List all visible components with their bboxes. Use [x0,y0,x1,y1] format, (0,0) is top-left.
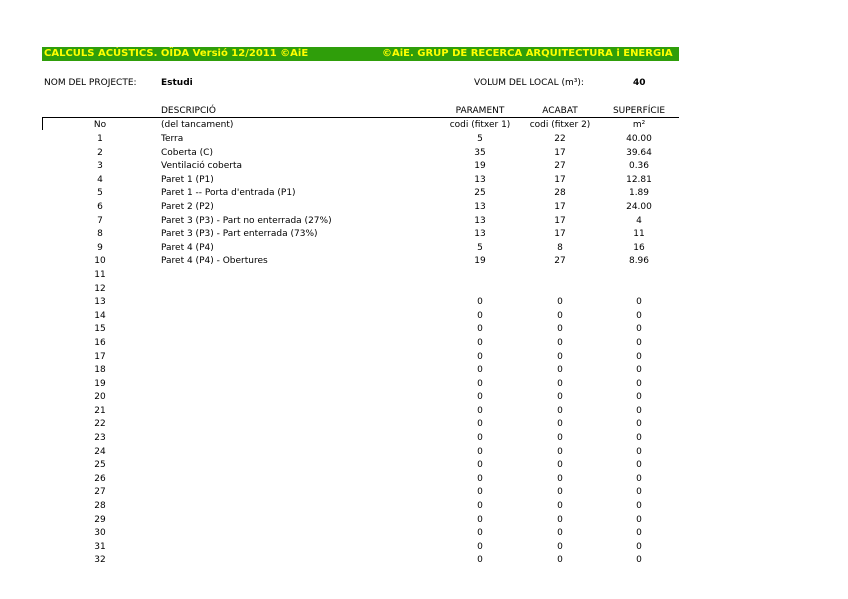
table-row [0,269,848,283]
row-number: 3 [97,161,103,172]
table-row [0,242,848,256]
row-number: 17 [94,351,106,362]
row-number: 6 [97,201,103,212]
row-acabat-code[interactable]: 0 [557,297,563,308]
row-acabat-code[interactable]: 0 [557,337,563,348]
row-parament-code[interactable]: 13 [474,174,486,185]
row-parament-code[interactable]: 0 [477,473,483,484]
row-acabat-code[interactable]: 17 [554,215,566,226]
project-name-label: NOM DEL PROJECTE: [44,78,137,88]
row-description[interactable]: Paret 4 (P4) [161,242,214,253]
row-description[interactable]: Paret 3 (P3) - Part enterrada (73%) [161,229,318,240]
row-parament-code[interactable]: 5 [477,134,483,144]
table-row [0,174,848,188]
row-acabat-code[interactable]: 17 [554,174,566,185]
row-acabat-code[interactable]: 0 [557,433,563,444]
row-acabat-code[interactable]: 8 [557,242,563,253]
header-acabat: ACABAT [542,106,578,116]
header-description-sub: (del tancament) [161,120,234,130]
row-parament-code[interactable]: 0 [477,378,483,389]
row-acabat-code[interactable]: 0 [557,365,563,376]
row-number: 15 [94,324,106,335]
row-number: 8 [97,229,103,240]
row-number: 25 [94,460,106,471]
row-parament-code[interactable]: 13 [474,215,486,226]
row-number: 11 [94,269,106,280]
row-surface[interactable]: 0 [636,392,642,403]
row-acabat-code[interactable]: 0 [557,324,563,335]
row-parament-code[interactable]: 25 [474,188,486,199]
row-description[interactable]: Coberta (C) [161,147,213,158]
row-surface[interactable]: 0 [636,351,642,362]
table-row [0,405,848,419]
row-acabat-code[interactable]: 0 [557,378,563,389]
row-acabat-code[interactable]: 0 [557,405,563,416]
row-surface[interactable]: 0 [636,337,642,348]
table-row [0,215,848,229]
row-acabat-code[interactable]: 28 [554,188,566,199]
row-parament-code[interactable]: 13 [474,229,486,240]
row-parament-code[interactable]: 0 [477,541,483,552]
row-acabat-code[interactable]: 0 [557,310,563,321]
row-surface[interactable]: 0 [636,446,642,457]
project-name-value[interactable]: Estudi [161,78,193,88]
row-description[interactable]: Paret 1 -- Porta d'entrada (P1) [161,188,296,199]
row-parament-code[interactable]: 0 [477,501,483,512]
table-row [0,351,848,365]
volume-label: VOLUM DEL LOCAL (m³): [474,78,584,88]
table-row [0,147,848,161]
row-surface[interactable]: 0 [636,433,642,444]
row-parament-code[interactable]: 0 [477,446,483,457]
row-surface[interactable]: 39.64 [626,147,652,158]
row-surface[interactable]: 0 [636,405,642,416]
table-row [0,364,848,378]
row-description[interactable]: Paret 2 (P2) [161,201,214,212]
row-acabat-code[interactable]: 0 [557,555,563,566]
table-row [0,323,848,337]
row-parament-code[interactable]: 35 [474,147,486,158]
row-number: 10 [94,256,106,267]
row-acabat-code[interactable]: 27 [554,256,566,267]
row-surface[interactable]: 0 [636,514,642,525]
row-number: 16 [94,337,106,348]
table-row [0,432,848,446]
header-description: DESCRIPCIÓ [161,106,216,116]
row-parament-code[interactable]: 0 [477,365,483,376]
row-number: 1 [97,134,103,144]
table-row [0,283,848,297]
row-surface[interactable]: 1.89 [628,188,650,199]
header-parament-sub: codi (fitxer 1) [449,120,511,130]
row-number: 2 [97,147,103,158]
row-description[interactable]: Paret 1 (P1) [161,174,214,185]
row-surface[interactable]: 0 [636,365,642,376]
row-surface[interactable]: 0 [636,541,642,552]
title-banner [42,47,679,61]
table-row [0,228,848,242]
row-parament-code[interactable]: 0 [477,337,483,348]
row-number: 13 [94,297,106,308]
row-number: 19 [94,378,106,389]
table-row [0,473,848,487]
row-surface[interactable]: 0.36 [628,161,650,172]
table-row [0,391,848,405]
header-superficie-sub: m² [632,120,646,130]
row-surface[interactable]: 16 [633,242,645,253]
row-parament-code[interactable]: 0 [477,487,483,498]
row-acabat-code[interactable]: 0 [557,501,563,512]
table-row [0,160,848,174]
row-surface[interactable]: 0 [636,310,642,321]
row-number: 28 [94,501,106,512]
table-row [0,554,848,568]
row-number: 32 [94,555,106,566]
row-number: 18 [94,365,106,376]
table-row [0,527,848,541]
row-acabat-code[interactable]: 0 [557,392,563,403]
row-number: 30 [94,528,106,539]
row-acabat-code[interactable]: 0 [557,541,563,552]
row-parament-code[interactable]: 0 [477,392,483,403]
row-acabat-code[interactable]: 17 [554,147,566,158]
row-number: 29 [94,514,106,525]
header-superficie: SUPERFÍCIE [612,106,666,116]
row-acabat-code[interactable]: 0 [557,514,563,525]
table-row [0,296,848,310]
row-surface[interactable]: 0 [636,501,642,512]
row-parament-code[interactable]: 0 [477,555,483,566]
row-acabat-code[interactable]: 0 [557,419,563,430]
row-acabat-code[interactable]: 0 [557,351,563,362]
row-number: 14 [94,310,106,321]
row-parament-code[interactable]: 19 [474,161,486,172]
row-parament-code[interactable]: 0 [477,514,483,525]
row-parament-code[interactable]: 0 [477,351,483,362]
row-surface[interactable]: 0 [636,324,642,335]
row-parament-code[interactable]: 0 [477,324,483,335]
row-surface[interactable]: 0 [636,473,642,484]
row-parament-code[interactable]: 0 [477,433,483,444]
volume-value[interactable]: 40 [633,78,646,88]
row-parament-code[interactable]: 19 [474,256,486,267]
row-acabat-code[interactable]: 0 [557,473,563,484]
table-row [0,378,848,392]
header-acabat-sub: codi (fitxer 2) [529,120,591,130]
row-number: 21 [94,405,106,416]
row-acabat-code[interactable]: 0 [557,487,563,498]
table-row [0,514,848,528]
banner-copyright: ©AiE. GRUP DE RECERCA ARQUITECTURA i ENERGIA [382,48,673,59]
row-surface[interactable]: 0 [636,297,642,308]
table-row [0,133,848,147]
row-description[interactable]: Paret 4 (P4) - Obertures [161,256,268,267]
row-surface[interactable]: 12.81 [626,174,652,185]
row-surface[interactable]: 8.96 [628,256,650,267]
row-acabat-code[interactable]: 17 [554,201,566,212]
table-row [0,255,848,269]
table-row [0,486,848,500]
table-row [0,337,848,351]
row-number: 24 [94,446,106,457]
row-number: 27 [94,487,106,498]
row-surface[interactable]: 11 [633,229,645,240]
row-surface[interactable]: 0 [636,419,642,430]
table-row [0,310,848,324]
row-surface[interactable]: 0 [636,378,642,389]
row-parament-code[interactable]: 5 [477,242,483,253]
row-description[interactable]: Paret 3 (P3) - Part no enterrada (27%) [161,215,332,226]
row-parament-code[interactable]: 0 [477,405,483,416]
row-surface[interactable]: 0 [636,555,642,566]
row-number: 12 [94,283,106,294]
row-acabat-code[interactable]: 0 [557,460,563,471]
table-row [0,500,848,514]
row-parament-code[interactable]: 0 [477,528,483,539]
row-surface[interactable]: 0 [636,528,642,539]
table-row [0,418,848,432]
row-parament-code[interactable]: 0 [477,419,483,430]
table-row [0,541,848,555]
row-acabat-code[interactable]: 22 [554,134,566,144]
banner-app-title: CALCULS ACÚSTICS. OÏDA Versió 12/2011 ©AiE [44,48,309,59]
table-row [0,201,848,215]
row-number: 20 [94,392,106,403]
row-surface[interactable]: 0 [636,487,642,498]
closure-table [0,133,848,568]
row-surface[interactable]: 24.00 [626,201,652,212]
row-number: 5 [97,188,103,199]
row-parament-code[interactable]: 0 [477,297,483,308]
row-surface[interactable]: 0 [636,460,642,471]
row-number: 26 [94,473,106,484]
row-number: 9 [97,242,103,253]
row-description[interactable]: Ventilació coberta [161,161,243,172]
header-parament: PARAMENT [455,106,505,116]
row-number: 4 [97,174,103,185]
table-row [0,446,848,460]
row-acabat-code[interactable]: 0 [557,528,563,539]
table-row [0,187,848,201]
header-no: No [93,120,107,130]
row-surface[interactable]: 4 [636,215,642,226]
row-acabat-code[interactable]: 17 [554,229,566,240]
row-number: 22 [94,419,106,430]
row-parament-code[interactable]: 13 [474,201,486,212]
table-row [0,459,848,473]
row-acabat-code[interactable]: 27 [554,161,566,172]
row-description[interactable]: Terra [161,134,184,144]
row-parament-code[interactable]: 0 [477,460,483,471]
row-surface[interactable]: 40.00 [626,134,652,144]
row-number: 7 [97,215,103,226]
row-number: 23 [94,433,106,444]
row-number: 31 [94,541,106,552]
row-parament-code[interactable]: 0 [477,310,483,321]
row-acabat-code[interactable]: 0 [557,446,563,457]
